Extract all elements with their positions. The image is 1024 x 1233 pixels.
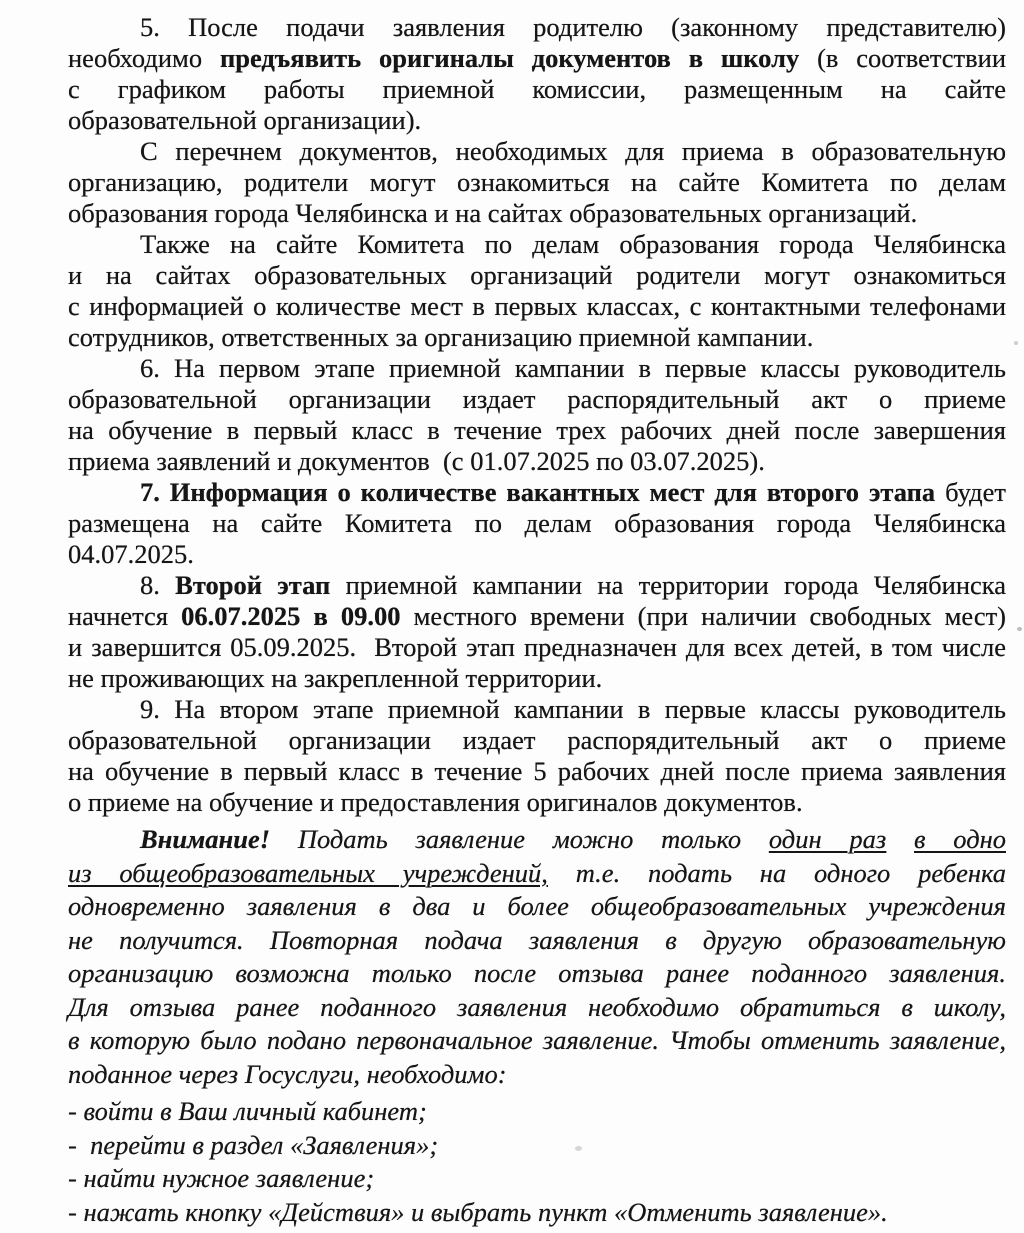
text-line: [68, 1095, 1006, 1129]
text-line: [68, 1058, 1006, 1092]
text-line: [68, 1162, 1006, 1196]
text-line: [68, 632, 1006, 663]
text-line: [68, 74, 1006, 105]
scan-speck: [1017, 627, 1022, 631]
text-line: [68, 384, 1006, 415]
text-run: 9. На втором этапе приемной кампании в первые классы руководитель: [140, 694, 1006, 724]
text-run: - перейти в раздел «Заявления»;: [68, 1129, 439, 1160]
text-run: начнется: [68, 601, 182, 631]
paragraph-perechen-dokumentov: [68, 136, 1006, 229]
text-line: [68, 924, 1006, 958]
text-line: [68, 539, 1006, 570]
text-run: размещена на сайте Комитета по делам образования города Челябинска: [68, 508, 1006, 538]
text-line: [68, 857, 1006, 891]
text-run: с информацией о количестве мест в первых классах, с контактными телефонами: [68, 291, 1006, 321]
bold-text-run: 7. Информация о количестве вакантных мест для второго этапа: [140, 477, 936, 507]
paragraph-item-7: [68, 477, 1006, 570]
text-run: необходимо: [68, 43, 220, 73]
text-line: [68, 260, 1006, 291]
scan-speck: [575, 1146, 582, 1151]
text-run: местного времени (при наличии свободных мест): [400, 601, 1006, 631]
text-run: на обучение в первый класс в течение трех рабочих дней после завершения: [68, 415, 1006, 445]
text-run: поданное через Госуслуги, необходимо:: [68, 1058, 507, 1089]
bold-text-run: 06.07.2025 в 09.00: [181, 601, 401, 631]
text-line: [68, 415, 1006, 446]
text-run: - войти в Ваш личный кабинет;: [68, 1096, 427, 1126]
paragraph-item-8: [68, 570, 1006, 694]
text-line: [68, 353, 1006, 384]
text-line: [68, 12, 1006, 43]
text-line: [68, 1196, 1006, 1230]
text-run: в которую было подано первоначальное заявление. Чтобы отменить заявление,: [68, 1025, 1006, 1055]
text-line: [68, 756, 1006, 787]
text-run: образовательной организации издает распорядительный акт о приеме: [68, 725, 1006, 755]
text-run: на обучение в первый класс в течение 5 рабочих дней после приема заявления: [68, 756, 1006, 786]
text-line: [68, 1024, 1006, 1058]
text-line: [68, 725, 1006, 756]
text-line: [68, 787, 1006, 818]
underlined-text-run: в одно: [914, 824, 1006, 854]
text-run: 04.07.2025.: [68, 539, 194, 569]
text-run: [886, 824, 914, 854]
text-run: Для отзыва ранее поданного заявления необходимо обратиться в школу,: [68, 991, 1006, 1022]
text-run: организацию, родители могут ознакомиться на сайте Комитета по делам: [68, 167, 1006, 197]
text-run: приема заявлений и документов (с 01.07.2025 по 03.07.2025).: [68, 446, 765, 476]
text-run: с графиком работы приемной комиссии, размещенным на сайте: [68, 74, 1006, 104]
bold-text-run: Второй этап: [175, 570, 331, 600]
paragraph-item-5: [68, 12, 1006, 136]
text-run: и завершится 05.09.2025. Второй этап предназначен для всех детей, в том числе: [68, 632, 1006, 662]
text-run: о приеме на обучение и предоставления оригиналов документов.: [68, 787, 803, 817]
text-run: - нажать кнопку «Действия» и выбрать пункт «Отменить заявление».: [68, 1196, 888, 1227]
underlined-text-run: из общеобразовательных учреждений,: [68, 857, 548, 888]
text-run: сотрудников, ответственных за организацию приемной кампании.: [68, 322, 814, 352]
text-line: [68, 229, 1006, 260]
text-line: [68, 1129, 1006, 1163]
text-line: [68, 477, 1006, 508]
text-run: 6. На первом этапе приемной кампании в первые классы руководитель: [140, 353, 1006, 383]
text-run: 8.: [140, 570, 176, 600]
paragraph-gosuslugi-steps: [68, 1095, 1006, 1229]
text-run: не проживающих на закрепленной территории.: [68, 663, 603, 693]
paragraph-takzhe-na-sajte: [68, 229, 1006, 353]
paragraph-item-9: [68, 694, 1006, 818]
text-run: будет: [935, 477, 1006, 507]
text-line: [68, 991, 1006, 1025]
text-run: - найти нужное заявление;: [68, 1163, 375, 1193]
text-line: [68, 570, 1006, 601]
text-line: [68, 167, 1006, 198]
text-line: [68, 198, 1006, 229]
text-run: Подать заявление можно только: [270, 824, 769, 854]
text-line: [68, 508, 1006, 539]
paragraph-item-6: [68, 353, 1006, 477]
text-run: (в соответствии: [799, 43, 1006, 73]
text-run: организацию возможна только после отзыва ранее поданного заявления.: [68, 958, 1006, 988]
bold-text-run: Внимание!: [140, 824, 271, 854]
text-run: 5. После подачи заявления родителю (законному представителю): [140, 12, 1006, 42]
text-run: образования города Челябинска и на сайтах образовательных организаций.: [68, 198, 918, 228]
text-line: [68, 823, 1006, 857]
text-run: не получится. Повторная подача заявления в другую образовательную: [68, 924, 1006, 955]
text-run: образовательной организации).: [68, 105, 422, 135]
text-line: [68, 291, 1006, 322]
text-line: [68, 136, 1006, 167]
text-line: [68, 890, 1006, 924]
underlined-text-run: один раз: [768, 824, 887, 854]
text-run: Также на сайте Комитета по делам образования города Челябинска: [140, 229, 1006, 259]
text-line: [68, 694, 1006, 725]
text-run: т.е. подать на одного ребенка: [547, 857, 1006, 888]
text-run: приемной кампании на территории города Челябинска: [330, 570, 1007, 600]
text-line: [68, 322, 1006, 353]
text-run: образовательной организации издает распорядительный акт о приеме: [68, 384, 1006, 414]
text-run: одновременно заявления в два и более общеобразовательных учреждения: [68, 891, 1006, 921]
bold-text-run: предъявить оригиналы документов в школу: [219, 43, 800, 73]
text-run: С перечнем документов, необходимых для приема в образовательную: [140, 136, 1006, 166]
text-run: и на сайтах образовательных организаций родители могут ознакомиться: [68, 260, 1006, 290]
document-content: [68, 12, 1006, 1229]
scan-speck: [1014, 341, 1018, 345]
text-line: [68, 43, 1006, 74]
text-line: [68, 601, 1006, 632]
paragraph-vnimanie: [68, 823, 1006, 1091]
text-line: [68, 446, 1006, 477]
text-line: [68, 663, 1006, 694]
text-line: [68, 957, 1006, 991]
text-line: [68, 105, 1006, 136]
